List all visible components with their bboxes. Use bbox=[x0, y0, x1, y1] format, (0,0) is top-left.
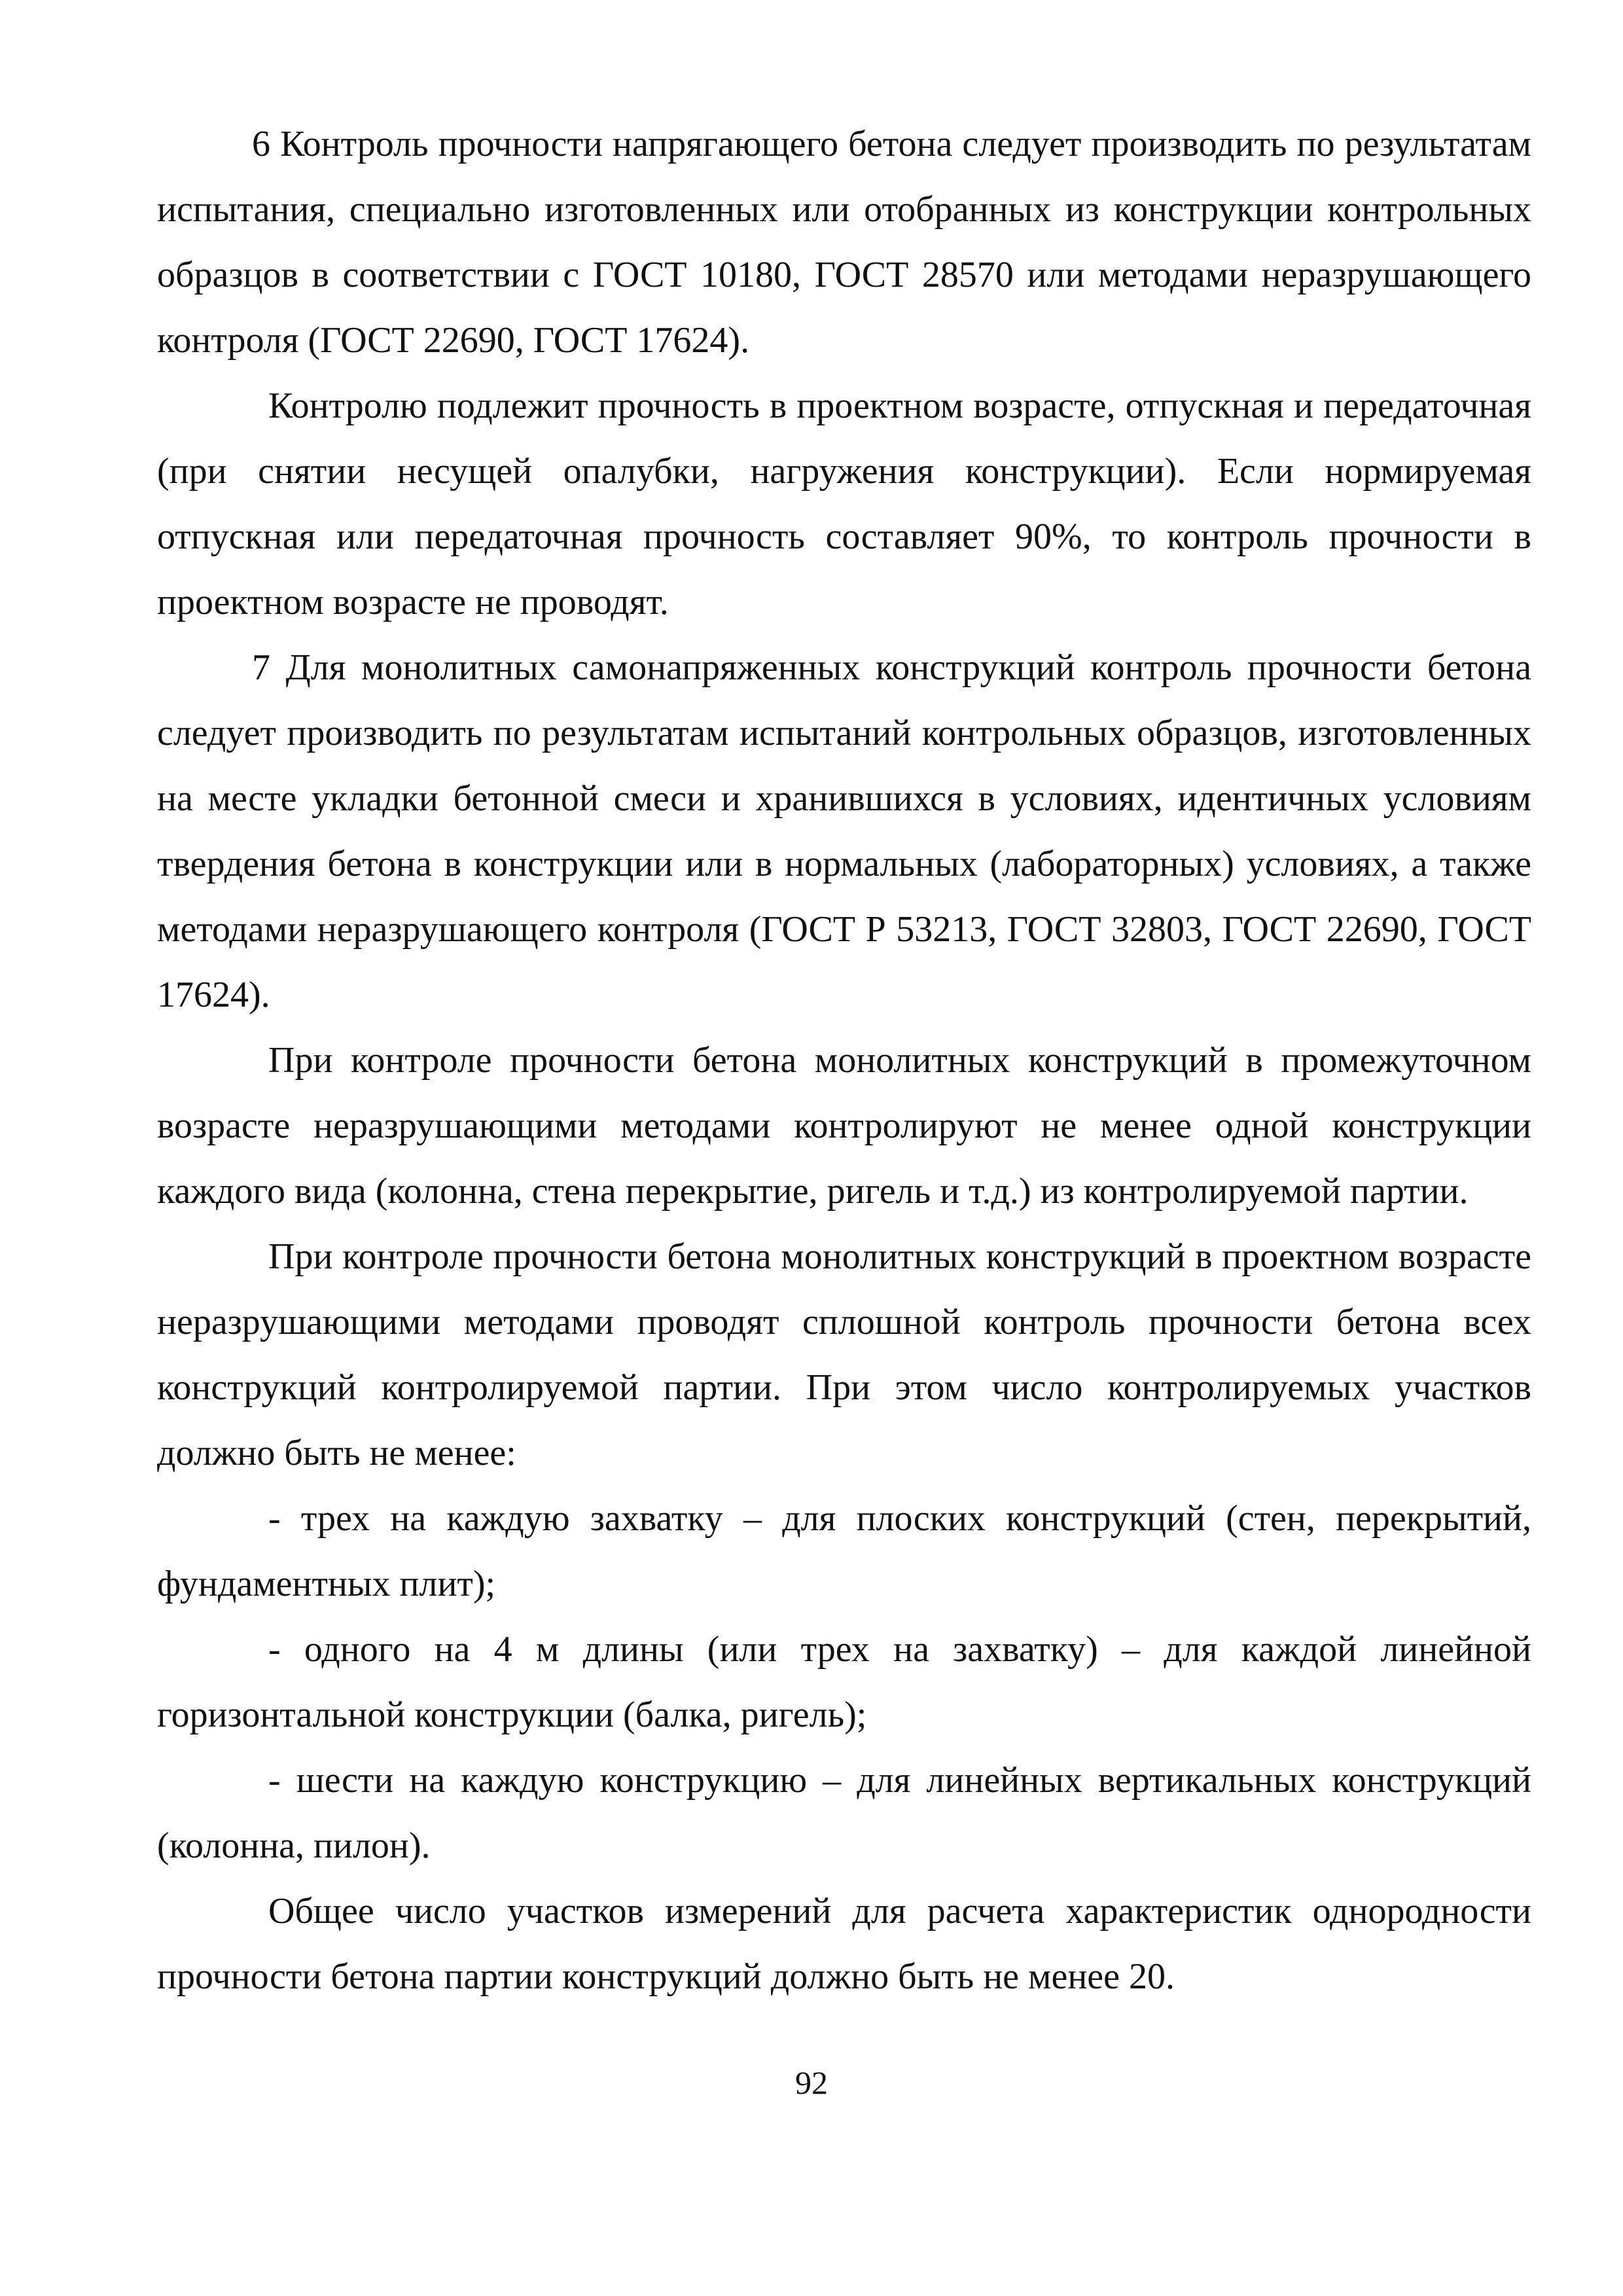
list-item-vertical-structures: - шести на каждую конструкцию – для линейных вертикальных конструкций (колонна, пилон). bbox=[157, 1760, 1531, 1866]
paragraph-intermediate-age: При контроле прочности бетона монолитных конструкций в промежуточном возрасте неразрушающими методами контролируют не менее одной конструкции каждого вида (колонна, стена перекрытие, ригель и т.д.) из контролируемой партии. bbox=[157, 1040, 1531, 1211]
paragraph-design-age: При контроле прочности бетона монолитных конструкций в проектном возрасте неразрушающими методами проводят сплошной контроль прочности бетона всех конструкций контролируемой партии. При этом число контролируемых участков должно быть не менее: bbox=[157, 1236, 1531, 1473]
page-number: 92 bbox=[795, 2064, 828, 2101]
paragraph-section-6: 6 Контроль прочности напрягающего бетона следует производить по результатам испытания, специально изготовленных или отобранных из конструкции контрольных образцов в соответствии с ГОСТ 10180, ГОСТ 28570 или методами неразрушающего контроля (ГОСТ 22690, ГОСТ 17624). bbox=[157, 124, 1531, 361]
paragraph-total-sites: Общее число участков измерений для расчета характеристик однородности прочности бетона партии конструкций должно быть не менее 20. bbox=[157, 1891, 1531, 1997]
list-item-horizontal-structures: - одного на 4 м длины (или трех на захватку) – для каждой линейной горизонтальной конструкции (балка, ригель); bbox=[157, 1629, 1531, 1735]
body-text bbox=[157, 111, 1531, 2009]
list-item-flat-structures: - трех на каждую захватку – для плоских конструкций (стен, перекрытий, фундаментных плит); bbox=[157, 1498, 1531, 1604]
paragraph-section-7: 7 Для монолитных самонапряженных конструкций контроль прочности бетона следует производить по результатам испытаний контрольных образцов, изготовленных на месте укладки бетонной смеси и хранившихся в условиях, идентичных условиям твердения бетона в конструкции или в нормальных (лабораторных) условиях, а также методами неразрушающего контроля (ГОСТ Р 53213, ГОСТ 32803, ГОСТ 22690, ГОСТ 17624). bbox=[157, 647, 1531, 1015]
paragraph-control-subject: Контролю подлежит прочность в проектном возрасте, отпускная и передаточная (при снятии несущей опалубки, нагружения конструкции). Если нормируемая отпускная или передаточная прочность составляет 90%, то контроль прочности в проектном возрасте не проводят. bbox=[157, 386, 1531, 622]
